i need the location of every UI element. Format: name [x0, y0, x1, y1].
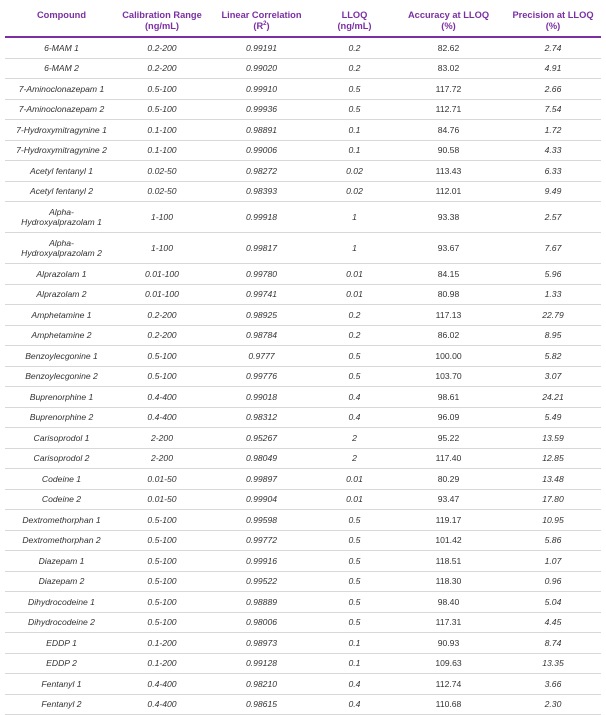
cell-accuracy: 109.63	[392, 653, 505, 674]
cell-accuracy: 80.98	[392, 284, 505, 305]
header-row	[5, 7, 601, 37]
cell-linear-correlation: 0.98312	[206, 407, 317, 428]
cell-compound: Diazepam 1	[5, 551, 118, 572]
cell-calibration-range: 0.2-200	[118, 325, 206, 346]
cell-precision: 5.49	[505, 407, 601, 428]
table-row	[5, 694, 601, 715]
cell-lloq: 0.5	[317, 79, 392, 100]
table-row	[5, 653, 601, 674]
cell-linear-correlation: 0.99780	[206, 264, 317, 285]
cell-calibration-range: 0.2-200	[118, 37, 206, 58]
cell-linear-correlation: 0.99936	[206, 99, 317, 120]
cell-precision: 3.66	[505, 674, 601, 695]
cell-precision: 7.67	[505, 233, 601, 264]
cell-lloq: 0.2	[317, 58, 392, 79]
cell-accuracy: 90.58	[392, 140, 505, 161]
cell-compound: Buprenorphine 2	[5, 407, 118, 428]
cell-linear-correlation: 0.99817	[206, 233, 317, 264]
cell-compound: 7-Hydroxymitragynine 1	[5, 120, 118, 141]
cell-lloq: 0.5	[317, 366, 392, 387]
cell-precision: 2.66	[505, 79, 601, 100]
cell-precision: 4.45	[505, 612, 601, 633]
cell-linear-correlation: 0.98393	[206, 181, 317, 202]
table-row	[5, 571, 601, 592]
cell-lloq: 0.1	[317, 120, 392, 141]
cell-compound: Codeine 1	[5, 469, 118, 490]
cell-compound: EDDP 2	[5, 653, 118, 674]
header-compound-label: Compound	[36, 10, 87, 20]
table-row	[5, 305, 601, 326]
table-row	[5, 366, 601, 387]
cell-compound: EDDP 1	[5, 633, 118, 654]
cell-linear-correlation: 0.9777	[206, 346, 317, 367]
table-row	[5, 448, 601, 469]
table-row	[5, 346, 601, 367]
cell-linear-correlation: 0.98784	[206, 325, 317, 346]
cell-linear-correlation: 0.99772	[206, 530, 317, 551]
cell-linear-correlation: 0.99018	[206, 387, 317, 408]
table-row	[5, 79, 601, 100]
header-lloq	[317, 7, 392, 37]
cell-calibration-range: 0.4-400	[118, 694, 206, 715]
cell-precision: 5.96	[505, 264, 601, 285]
cell-lloq: 0.01	[317, 489, 392, 510]
cell-linear-correlation: 0.99918	[206, 202, 317, 233]
cell-precision: 8.74	[505, 633, 601, 654]
cell-compound: 7-Hydroxymitragynine 2	[5, 140, 118, 161]
cell-precision: 5.82	[505, 346, 601, 367]
cell-lloq: 0.5	[317, 510, 392, 531]
cell-accuracy: 86.02	[392, 325, 505, 346]
cell-compound: Benzoylecgonine 1	[5, 346, 118, 367]
table-row	[5, 120, 601, 141]
cell-precision: 12.85	[505, 448, 601, 469]
table-row	[5, 592, 601, 613]
cell-compound: Buprenorphine 1	[5, 387, 118, 408]
cell-calibration-range: 0.2-200	[118, 58, 206, 79]
table-row	[5, 58, 601, 79]
cell-accuracy: 112.01	[392, 181, 505, 202]
cell-lloq: 2	[317, 428, 392, 449]
header-linear-label: Linear Correlation	[221, 10, 302, 20]
cell-linear-correlation: 0.98889	[206, 592, 317, 613]
header-linear-unit-pre: (R	[253, 21, 264, 31]
cell-compound: Dihydrocodeine 1	[5, 592, 118, 613]
cell-precision: 4.91	[505, 58, 601, 79]
cell-linear-correlation: 0.99128	[206, 653, 317, 674]
table-row	[5, 181, 601, 202]
cell-accuracy: 93.47	[392, 489, 505, 510]
cell-lloq: 0.5	[317, 99, 392, 120]
table-body	[5, 37, 601, 715]
table-row	[5, 264, 601, 285]
cell-accuracy: 93.67	[392, 233, 505, 264]
table-row	[5, 510, 601, 531]
cell-accuracy: 98.40	[392, 592, 505, 613]
cell-linear-correlation: 0.98973	[206, 633, 317, 654]
cell-precision: 17.80	[505, 489, 601, 510]
cell-lloq: 0.4	[317, 407, 392, 428]
header-accuracy	[392, 7, 505, 37]
cell-compound: Codeine 2	[5, 489, 118, 510]
cell-precision: 4.33	[505, 140, 601, 161]
cell-compound: 7-Aminoclonazepam 1	[5, 79, 118, 100]
table-row	[5, 325, 601, 346]
cell-lloq: 0.1	[317, 633, 392, 654]
cell-calibration-range: 0.5-100	[118, 366, 206, 387]
cell-precision: 13.59	[505, 428, 601, 449]
cell-linear-correlation: 0.99191	[206, 37, 317, 58]
cell-precision: 8.95	[505, 325, 601, 346]
cell-calibration-range: 0.4-400	[118, 407, 206, 428]
cell-calibration-range: 2-200	[118, 428, 206, 449]
cell-calibration-range: 0.5-100	[118, 612, 206, 633]
cell-precision: 9.49	[505, 181, 601, 202]
cell-lloq: 0.2	[317, 37, 392, 58]
cell-lloq: 0.2	[317, 305, 392, 326]
cell-precision: 0.96	[505, 571, 601, 592]
cell-compound: 6-MAM 1	[5, 37, 118, 58]
cell-accuracy: 95.22	[392, 428, 505, 449]
cell-precision: 5.86	[505, 530, 601, 551]
header-linear-unit-sup: 2	[263, 20, 267, 27]
cell-lloq: 2	[317, 448, 392, 469]
cell-precision: 22.79	[505, 305, 601, 326]
cell-precision: 2.30	[505, 694, 601, 715]
cell-lloq: 0.5	[317, 530, 392, 551]
table-row	[5, 428, 601, 449]
cell-calibration-range: 0.5-100	[118, 551, 206, 572]
cell-lloq: 1	[317, 202, 392, 233]
cell-precision: 13.35	[505, 653, 601, 674]
table-row	[5, 37, 601, 58]
cell-accuracy: 80.29	[392, 469, 505, 490]
cell-calibration-range: 0.5-100	[118, 99, 206, 120]
table-row	[5, 387, 601, 408]
cell-accuracy: 84.76	[392, 120, 505, 141]
cell-accuracy: 83.02	[392, 58, 505, 79]
cell-accuracy: 113.43	[392, 161, 505, 182]
cell-lloq: 0.4	[317, 387, 392, 408]
cell-linear-correlation: 0.99776	[206, 366, 317, 387]
cell-lloq: 0.01	[317, 264, 392, 285]
cell-calibration-range: 0.1-100	[118, 120, 206, 141]
cell-linear-correlation: 0.99910	[206, 79, 317, 100]
cell-precision: 3.07	[505, 366, 601, 387]
cell-calibration-range: 0.01-50	[118, 469, 206, 490]
cell-precision: 6.33	[505, 161, 601, 182]
cell-lloq: 0.1	[317, 653, 392, 674]
table-row	[5, 99, 601, 120]
cell-lloq: 0.4	[317, 694, 392, 715]
cell-compound: Alpha- Hydroxyalprazolam 2	[5, 233, 118, 264]
cell-lloq: 0.1	[317, 140, 392, 161]
cell-lloq: 1	[317, 233, 392, 264]
header-linear-unit-post: )	[266, 21, 270, 31]
cell-calibration-range: 0.5-100	[118, 510, 206, 531]
cell-lloq: 0.5	[317, 612, 392, 633]
cell-precision: 2.57	[505, 202, 601, 233]
cell-accuracy: 118.30	[392, 571, 505, 592]
header-precision	[505, 7, 601, 37]
table-row	[5, 469, 601, 490]
cell-calibration-range: 0.5-100	[118, 592, 206, 613]
table-row	[5, 284, 601, 305]
cell-compound: Acetyl fentanyl 1	[5, 161, 118, 182]
header-lloq-label: LLOQ	[341, 10, 368, 20]
cell-linear-correlation: 0.98891	[206, 120, 317, 141]
cell-compound: Dihydrocodeine 2	[5, 612, 118, 633]
cell-calibration-range: 0.5-100	[118, 79, 206, 100]
cell-linear-correlation: 0.99741	[206, 284, 317, 305]
cell-accuracy: 103.70	[392, 366, 505, 387]
cell-lloq: 0.02	[317, 181, 392, 202]
cell-compound: Amphetamine 1	[5, 305, 118, 326]
cell-accuracy: 117.40	[392, 448, 505, 469]
table-row	[5, 140, 601, 161]
header-calibration-label: Calibration Range	[122, 10, 202, 20]
cell-compound: Amphetamine 2	[5, 325, 118, 346]
cell-linear-correlation: 0.99897	[206, 469, 317, 490]
cell-lloq: 0.5	[317, 592, 392, 613]
header-accuracy-unit: (%)	[441, 21, 456, 31]
cell-accuracy: 101.42	[392, 530, 505, 551]
table-row	[5, 612, 601, 633]
cell-calibration-range: 0.1-100	[118, 140, 206, 161]
cell-compound: Dextromethorphan 1	[5, 510, 118, 531]
cell-accuracy: 82.62	[392, 37, 505, 58]
cell-linear-correlation: 0.98615	[206, 694, 317, 715]
cell-calibration-range: 0.1-200	[118, 633, 206, 654]
cell-calibration-range: 0.1-200	[118, 653, 206, 674]
cell-precision: 1.07	[505, 551, 601, 572]
cell-lloq: 0.2	[317, 325, 392, 346]
cell-linear-correlation: 0.99522	[206, 571, 317, 592]
cell-precision: 5.04	[505, 592, 601, 613]
cell-linear-correlation: 0.99006	[206, 140, 317, 161]
cell-accuracy: 117.31	[392, 612, 505, 633]
cell-accuracy: 118.51	[392, 551, 505, 572]
cell-compound: Carisoprodol 2	[5, 448, 118, 469]
cell-compound: Alpha- Hydroxyalprazolam 1	[5, 202, 118, 233]
cell-accuracy: 117.13	[392, 305, 505, 326]
header-calibration-range	[118, 7, 206, 37]
table-row	[5, 202, 601, 233]
cell-linear-correlation: 0.99916	[206, 551, 317, 572]
cell-accuracy: 98.61	[392, 387, 505, 408]
cell-calibration-range: 0.02-50	[118, 181, 206, 202]
cell-calibration-range: 0.5-100	[118, 530, 206, 551]
cell-accuracy: 96.09	[392, 407, 505, 428]
table-row	[5, 233, 601, 264]
cell-calibration-range: 0.01-50	[118, 489, 206, 510]
cell-linear-correlation: 0.95267	[206, 428, 317, 449]
validation-results-table	[5, 7, 601, 715]
cell-compound: 7-Aminoclonazepam 2	[5, 99, 118, 120]
cell-calibration-range: 1-100	[118, 233, 206, 264]
cell-linear-correlation: 0.98006	[206, 612, 317, 633]
cell-linear-correlation: 0.99904	[206, 489, 317, 510]
table-row	[5, 161, 601, 182]
cell-precision: 7.54	[505, 99, 601, 120]
table-row	[5, 674, 601, 695]
cell-precision: 24.21	[505, 387, 601, 408]
header-accuracy-label: Accuracy at LLOQ	[407, 10, 490, 20]
cell-linear-correlation: 0.99020	[206, 58, 317, 79]
cell-compound: 6-MAM 2	[5, 58, 118, 79]
cell-precision: 1.72	[505, 120, 601, 141]
cell-linear-correlation: 0.99598	[206, 510, 317, 531]
cell-compound: Fentanyl 1	[5, 674, 118, 695]
cell-lloq: 0.5	[317, 346, 392, 367]
cell-accuracy: 112.71	[392, 99, 505, 120]
cell-lloq: 0.01	[317, 469, 392, 490]
cell-calibration-range: 0.4-400	[118, 674, 206, 695]
cell-calibration-range: 0.4-400	[118, 387, 206, 408]
cell-compound: Diazepam 2	[5, 571, 118, 592]
header-linear-unit	[208, 21, 315, 32]
cell-accuracy: 110.68	[392, 694, 505, 715]
cell-calibration-range: 0.02-50	[118, 161, 206, 182]
cell-accuracy: 112.74	[392, 674, 505, 695]
cell-precision: 2.74	[505, 37, 601, 58]
table-row	[5, 633, 601, 654]
cell-accuracy: 90.93	[392, 633, 505, 654]
header-lloq-unit: (ng/mL)	[337, 21, 372, 31]
cell-linear-correlation: 0.98049	[206, 448, 317, 469]
cell-compound: Fentanyl 2	[5, 694, 118, 715]
cell-lloq: 0.01	[317, 284, 392, 305]
cell-compound: Alprazolam 2	[5, 284, 118, 305]
cell-calibration-range: 2-200	[118, 448, 206, 469]
cell-calibration-range: 0.01-100	[118, 284, 206, 305]
table-row	[5, 489, 601, 510]
cell-precision: 1.33	[505, 284, 601, 305]
table-row	[5, 530, 601, 551]
header-compound	[5, 7, 118, 37]
header-linear-correlation	[206, 7, 317, 37]
header-precision-label: Precision at LLOQ	[512, 10, 594, 20]
cell-calibration-range: 1-100	[118, 202, 206, 233]
table-row	[5, 551, 601, 572]
cell-lloq: 0.02	[317, 161, 392, 182]
cell-compound: Dextromethorphan 2	[5, 530, 118, 551]
table-header	[5, 7, 601, 37]
cell-calibration-range: 0.5-100	[118, 346, 206, 367]
table-row	[5, 407, 601, 428]
cell-lloq: 0.5	[317, 571, 392, 592]
cell-precision: 10.95	[505, 510, 601, 531]
header-precision-unit: (%)	[545, 21, 561, 31]
cell-linear-correlation: 0.98925	[206, 305, 317, 326]
cell-lloq: 0.4	[317, 674, 392, 695]
cell-calibration-range: 0.2-200	[118, 305, 206, 326]
cell-calibration-range: 0.5-100	[118, 571, 206, 592]
cell-compound: Alprazolam 1	[5, 264, 118, 285]
cell-accuracy: 100.00	[392, 346, 505, 367]
cell-accuracy: 84.15	[392, 264, 505, 285]
cell-compound: Benzoylecgonine 2	[5, 366, 118, 387]
cell-compound: Carisoprodol 1	[5, 428, 118, 449]
cell-compound: Acetyl fentanyl 2	[5, 181, 118, 202]
header-calibration-unit: (ng/mL)	[144, 21, 180, 31]
cell-linear-correlation: 0.98272	[206, 161, 317, 182]
cell-accuracy: 117.72	[392, 79, 505, 100]
cell-accuracy: 93.38	[392, 202, 505, 233]
cell-lloq: 0.5	[317, 551, 392, 572]
cell-linear-correlation: 0.98210	[206, 674, 317, 695]
cell-precision: 13.48	[505, 469, 601, 490]
cell-calibration-range: 0.01-100	[118, 264, 206, 285]
cell-accuracy: 119.17	[392, 510, 505, 531]
